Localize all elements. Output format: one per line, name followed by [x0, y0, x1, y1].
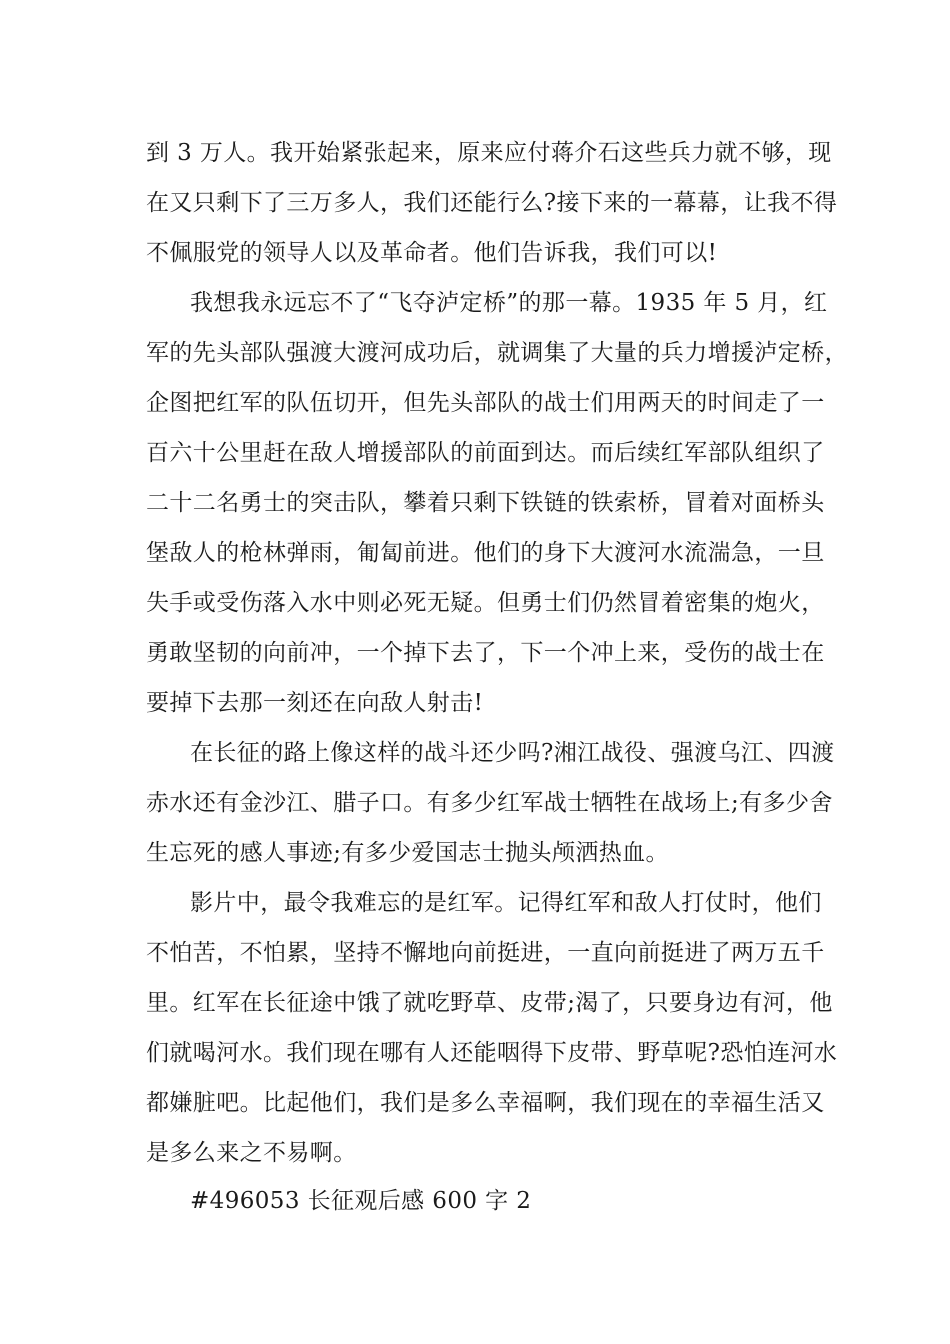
text-line: 百六十公里赶在敌人增援部队的前面到达。而后续红军部队组织了 — [146, 440, 825, 466]
text-line: 是多么来之不易啊。 — [146, 1140, 357, 1166]
text-line: 不怕苦，不怕累，坚持不懈地向前挺进，一直向前挺进了两万五千 — [146, 940, 825, 966]
text-line: 影片中，最令我难忘的是红军。记得红军和敌人打仗时，他们 — [190, 890, 822, 916]
text-line: 我想我永远忘不了“飞夺泸定桥”的那一幕。1935 年 5 月，红 — [190, 290, 828, 316]
text-line: 在又只剩下了三万多人，我们还能行么?接下来的一幕幕，让我不得 — [146, 190, 838, 216]
text-line: 都嫌脏吧。比起他们，我们是多么幸福啊，我们现在的幸福生活又 — [146, 1090, 825, 1116]
text-line: 到 3 万人。我开始紧张起来，原来应付蒋介石这些兵力就不够，现 — [146, 140, 832, 166]
text-line: 军的先头部队强渡大渡河成功后，就调集了大量的兵力增援泸定桥， — [146, 340, 848, 366]
section-heading: #496053 长征观后感 600 字 2 — [190, 1188, 532, 1214]
text-line: 二十二名勇士的突击队，攀着只剩下铁链的铁索桥，冒着对面桥头 — [146, 490, 825, 516]
text-line: 里。红军在长征途中饿了就吃野草、皮带;渴了，只要身边有河，他 — [146, 990, 833, 1016]
text-line: 勇敢坚韧的向前冲，一个掉下去了，下一个冲上来，受伤的战士在 — [146, 640, 825, 666]
text-line: 在长征的路上像这样的战斗还少吗?湘江战役、强渡乌江、四渡 — [190, 740, 835, 766]
text-line: 不佩服党的领导人以及革命者。他们告诉我，我们可以! — [146, 240, 718, 266]
text-line: 生忘死的感人事迹;有多少爱国志士抛头颅洒热血。 — [146, 840, 669, 866]
text-line: 赤水还有金沙江、腊子口。有多少红军战士牺牲在战场上;有多少舍 — [146, 790, 833, 816]
text-line: 堡敌人的枪林弹雨，匍匐前进。他们的身下大渡河水流湍急，一旦 — [146, 540, 825, 566]
text-line: 们就喝河水。我们现在哪有人还能咽得下皮带、野草呢?恐怕连河水 — [146, 1040, 838, 1066]
text-line: 失手或受伤落入水中则必死无疑。但勇士们仍然冒着密集的炮火， — [146, 590, 825, 616]
text-line: 要掉下去那一刻还在向敌人射击! — [146, 690, 484, 716]
text-line: 企图把红军的队伍切开，但先头部队的战士们用两天的时间走了一 — [146, 390, 825, 416]
